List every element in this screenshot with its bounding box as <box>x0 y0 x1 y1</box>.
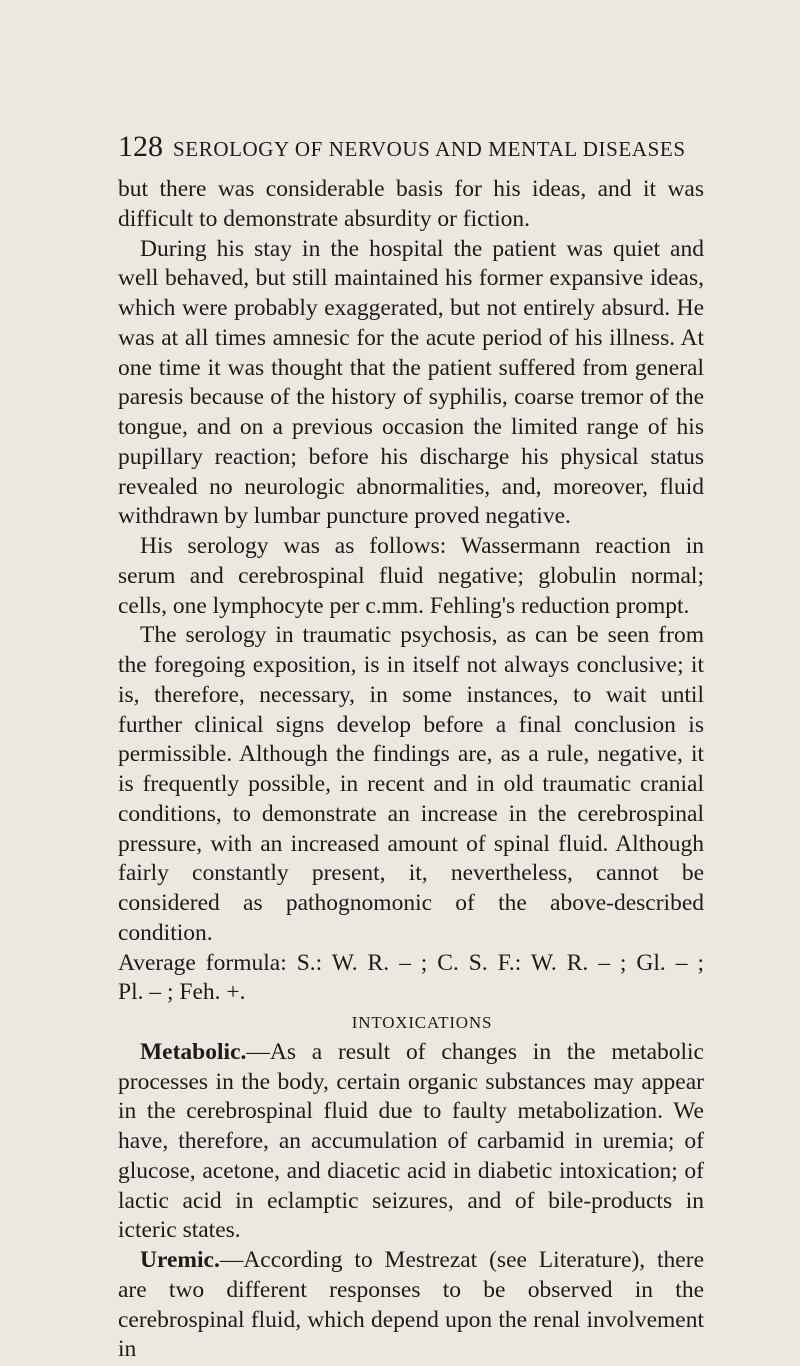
metabolic-heading: Metabolic. <box>140 1038 247 1065</box>
uremic-heading: Uremic. <box>140 1247 220 1273</box>
average-formula-line-1: Average formula: S.: W. R. – ; C. S. F.: W. R. – ; Gl. – ; <box>118 949 704 976</box>
paragraph-continued: but there was considerable basis for his ideas, and it was difficult to demonstrate absurdity or fiction. <box>118 176 704 232</box>
page-number: 128 <box>118 130 163 163</box>
paragraph-hospital-stay: During his stay in the hospital the patient was quiet and well behaved, but still maintained his former expansive ideas, which were probably exaggerated, but not entirely absurd. He was at all times amnesic for the acute period of his illness. At one time it was thought that the patient suffered from general paresis because of the history of syphilis, coarse tremor of the tongue, and on a previous occasion the limited range of his pupillary reaction; before his discharge his physical status revealed no neurologic abnormalities, and, moreover, fluid withdrawn by lumbar puncture proved negative. <box>118 235 704 530</box>
metabolic-text: —As a result of changes in the metabolic processes in the body, certain organic substances may appear in the cerebrospinal fluid due to faulty metabolization. We have, therefore, an accumulation of carbamid in uremia; of glucose, acetone, and diacetic acid in diabetic intoxication; of lactic acid in eclamptic seizures, and of bile-products in icteric states. <box>118 1038 704 1244</box>
section-heading-intoxications: INTOXICATIONS <box>351 1013 493 1032</box>
running-title: SEROLOGY OF NERVOUS AND MENTAL DISEASES <box>173 137 686 161</box>
running-header <box>118 130 686 164</box>
paragraph-metabolic <box>118 1038 704 1246</box>
body-text <box>118 175 704 1365</box>
paragraph-uremic <box>118 1246 704 1365</box>
uremic-text: —According to Mestrezat (see Literature), there are two different responses to be observed in the cerebrospinal fluid, which depend upon the renal involvement in <box>118 1247 704 1363</box>
paragraph-serology-case: His serology was as follows: Wassermann reaction in serum and cerebrospinal fluid negative; globulin normal; cells, one lymphocyte per c.mm. Fehling's reduction prompt. <box>118 533 704 619</box>
average-formula-line-2: Pl. – ; Feh. +. <box>118 979 246 1006</box>
paragraph-traumatic-psychosis: The serology in traumatic psychosis, as can be seen from the foregoing exposition, is in itself not always conclusive; it is, therefore, necessary, in some instances, to wait until further clinical signs develop before a final conclusion is permissible. Although the findings are, as a rule, negative, it is frequently possible, in recent and in old traumatic cranial conditions, to demonstrate an increase in the cerebrospinal pressure, with an increased amount of spinal fluid. Although fairly constantly present, it, nevertheless, cannot be considered as pathognomonic of the above-described condition. <box>118 622 704 946</box>
